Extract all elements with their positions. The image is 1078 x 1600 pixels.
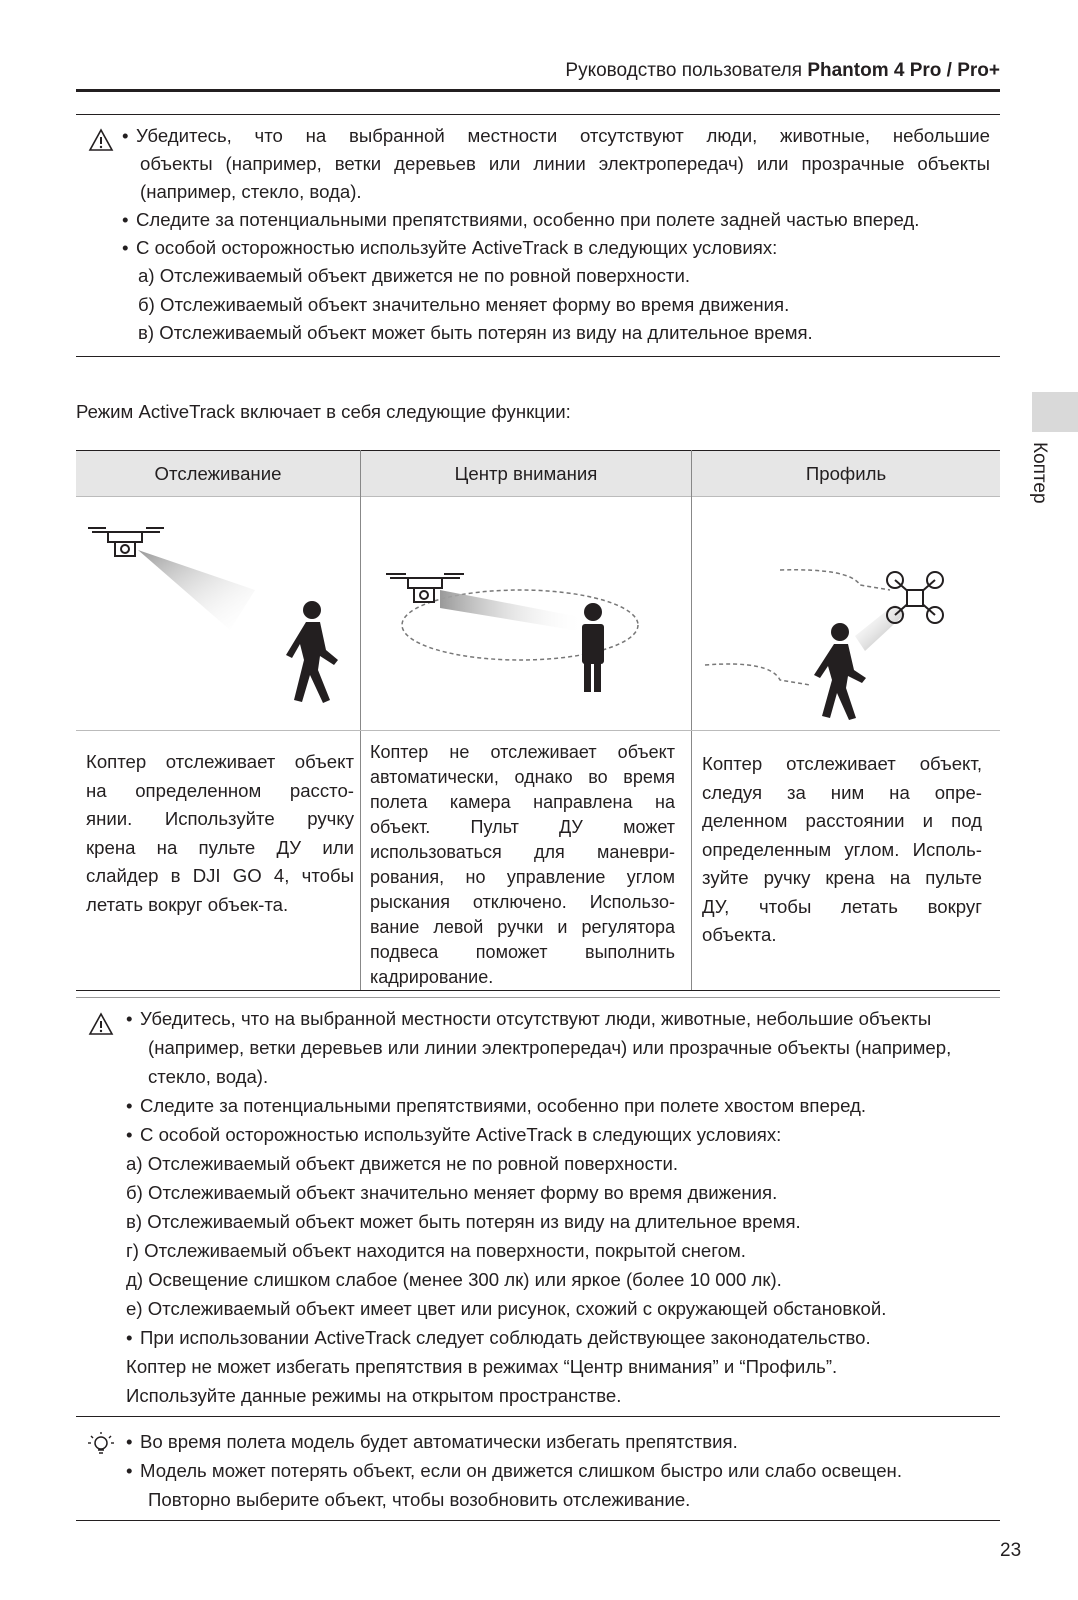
warning1-item-a: а) Отслеживаемый объект движется не по ровной поверхности. xyxy=(138,265,690,286)
warning2-item-d: г) Отслеживаемый объект находится на поверхности, покрытой снегом. xyxy=(126,1240,746,1261)
illustration-spotlight xyxy=(380,560,680,725)
warning-icon xyxy=(88,128,114,152)
spotlight-description: Коптер не отслеживает объект автоматически, однако во время полета камера направлена на объект. Пульт ДУ может использоваться для маневри- рования, но управление углом рыскания отключено. Использо- вание левой ручки и регулятора подвеса поможет выполнить кадрирование. xyxy=(370,742,675,987)
walking-person-icon xyxy=(286,601,338,703)
warning2-item-a: а) Отслеживаемый объект движется не по ровной поверхности. xyxy=(126,1153,678,1174)
table-header-spotlight: Центр внимания xyxy=(361,451,691,496)
tip-bullet2: • Модель может потерять объект, если он движется слишком быстро или слабо освещен. xyxy=(126,1460,902,1481)
warning2-line: Используйте данные режимы на открытом пространстве. xyxy=(126,1385,622,1406)
page-header xyxy=(0,60,1000,82)
profile-description: Коптер отслеживает объект, следуя за ним на опре- деленном расстоянии и под определенным углом. Исполь- зуйте ручку крена на пульте ДУ, чтобы летать вокруг объекта. xyxy=(702,753,982,945)
warning2-item-c: в) Отслеживаемый объект может быть потерян из виду на длительное время. xyxy=(126,1211,801,1232)
warning1-bullet3: • С особой осторожностью используйте ActiveTrack в следующих условиях: xyxy=(122,237,778,258)
warning1-line: (например, стекло, вода). xyxy=(140,181,362,202)
header-rule xyxy=(76,89,1000,92)
warning2-bullet2: • Следите за потенциальными препятствиями, особенно при полете хвостом вперед. xyxy=(126,1095,867,1116)
table-header-profile: Профиль xyxy=(692,451,1000,496)
warning1-para1 xyxy=(122,122,990,150)
warning2-line: Коптер не может избегать препятствия в режимах “Центр внимания” и “Профиль”. xyxy=(126,1356,838,1377)
warning1-item-b: б) Отслеживаемый объект значительно меняет форму во время движения. xyxy=(138,294,790,315)
table-bottom-rule xyxy=(76,990,1000,991)
header-prefix: Руководство пользователя xyxy=(565,60,808,81)
table-col-divider-1 xyxy=(360,450,361,990)
warning1-para1-cont xyxy=(140,150,990,206)
warning2-bullet1: • Убедитесь, что на выбранной местности отсутствуют люди, животные, небольшие объекты xyxy=(126,1008,932,1029)
warning1-item-c: в) Отслеживаемый объект может быть потерян из виду на длительное время. xyxy=(138,322,813,343)
tip-bullet1: • Во время полета модель будет автоматически избегать препятствия. xyxy=(126,1431,738,1452)
side-tab xyxy=(1032,392,1078,432)
tip-bottom-rule xyxy=(76,1520,1000,1521)
drone-top-icon xyxy=(887,572,943,623)
warning1-bullet2: • Следите за потенциальными препятствиями, особенно при полете задней частью вперед. xyxy=(122,209,920,230)
table-bottom-rule-2 xyxy=(76,997,1000,998)
standing-person-icon xyxy=(582,603,604,692)
table-image-rule xyxy=(76,730,1000,731)
warning2-item-f: е) Отслеживаемый объект имеет цвет или рисунок, схожий с окружающей обстановкой. xyxy=(126,1298,887,1319)
illustration-tracking xyxy=(80,510,356,725)
page-number: 23 xyxy=(1000,1540,1022,1561)
warning1-line: • Убедитесь, что на выбранной местности отсутствуют люди, животные, небольшие xyxy=(122,125,990,146)
warning2-bottom-rule xyxy=(76,1416,1000,1417)
warning2-bullet3: • С особой осторожностью используйте ActiveTrack в следующих условиях: xyxy=(126,1124,782,1145)
table-header-rule xyxy=(76,496,1000,497)
warning2-line: стекло, вода). xyxy=(148,1066,269,1087)
warning1-bottom-rule xyxy=(76,356,1000,357)
warning2-item-e: д) Освещение слишком слабое (менее 300 лк) или яркое (более 10 000 лк). xyxy=(126,1269,782,1290)
tracking-description: Коптер отслеживает объект на определенном рассто- янии. Используйте ручку крена на пульте ДУ или слайдер в DJI GO 4, чтобы летать вокруг объек-та. xyxy=(86,751,354,915)
illustration-profile xyxy=(700,560,1000,725)
intro-text: Режим ActiveTrack включает в себя следующие функции: xyxy=(76,401,571,422)
warning2-line: (например, ветки деревьев или линии электропередач) или прозрачные объекты (например, xyxy=(148,1037,952,1058)
table-header-tracking: Отслеживание xyxy=(76,451,360,496)
warning1-top-rule xyxy=(76,114,1000,115)
warning2-item-b: б) Отслеживаемый объект значительно меняет форму во время движения. xyxy=(126,1182,778,1203)
warning1-line: объекты (например, ветки деревьев или линии электропередач) или прозрачные объекты xyxy=(140,153,990,174)
warning2-bullet4: • При использовании ActiveTrack следует соблюдать действующее законодательство. xyxy=(126,1327,871,1348)
header-product: Phantom 4 Pro / Pro+ xyxy=(807,60,1000,81)
side-label: Коптер xyxy=(1029,442,1050,504)
lightbulb-icon xyxy=(86,1430,116,1460)
tip-line: Повторно выберите объект, чтобы возобновить отслеживание. xyxy=(148,1489,691,1510)
warning-icon xyxy=(88,1012,114,1036)
table-col-divider-2 xyxy=(691,450,692,990)
drone-icon xyxy=(88,528,164,556)
